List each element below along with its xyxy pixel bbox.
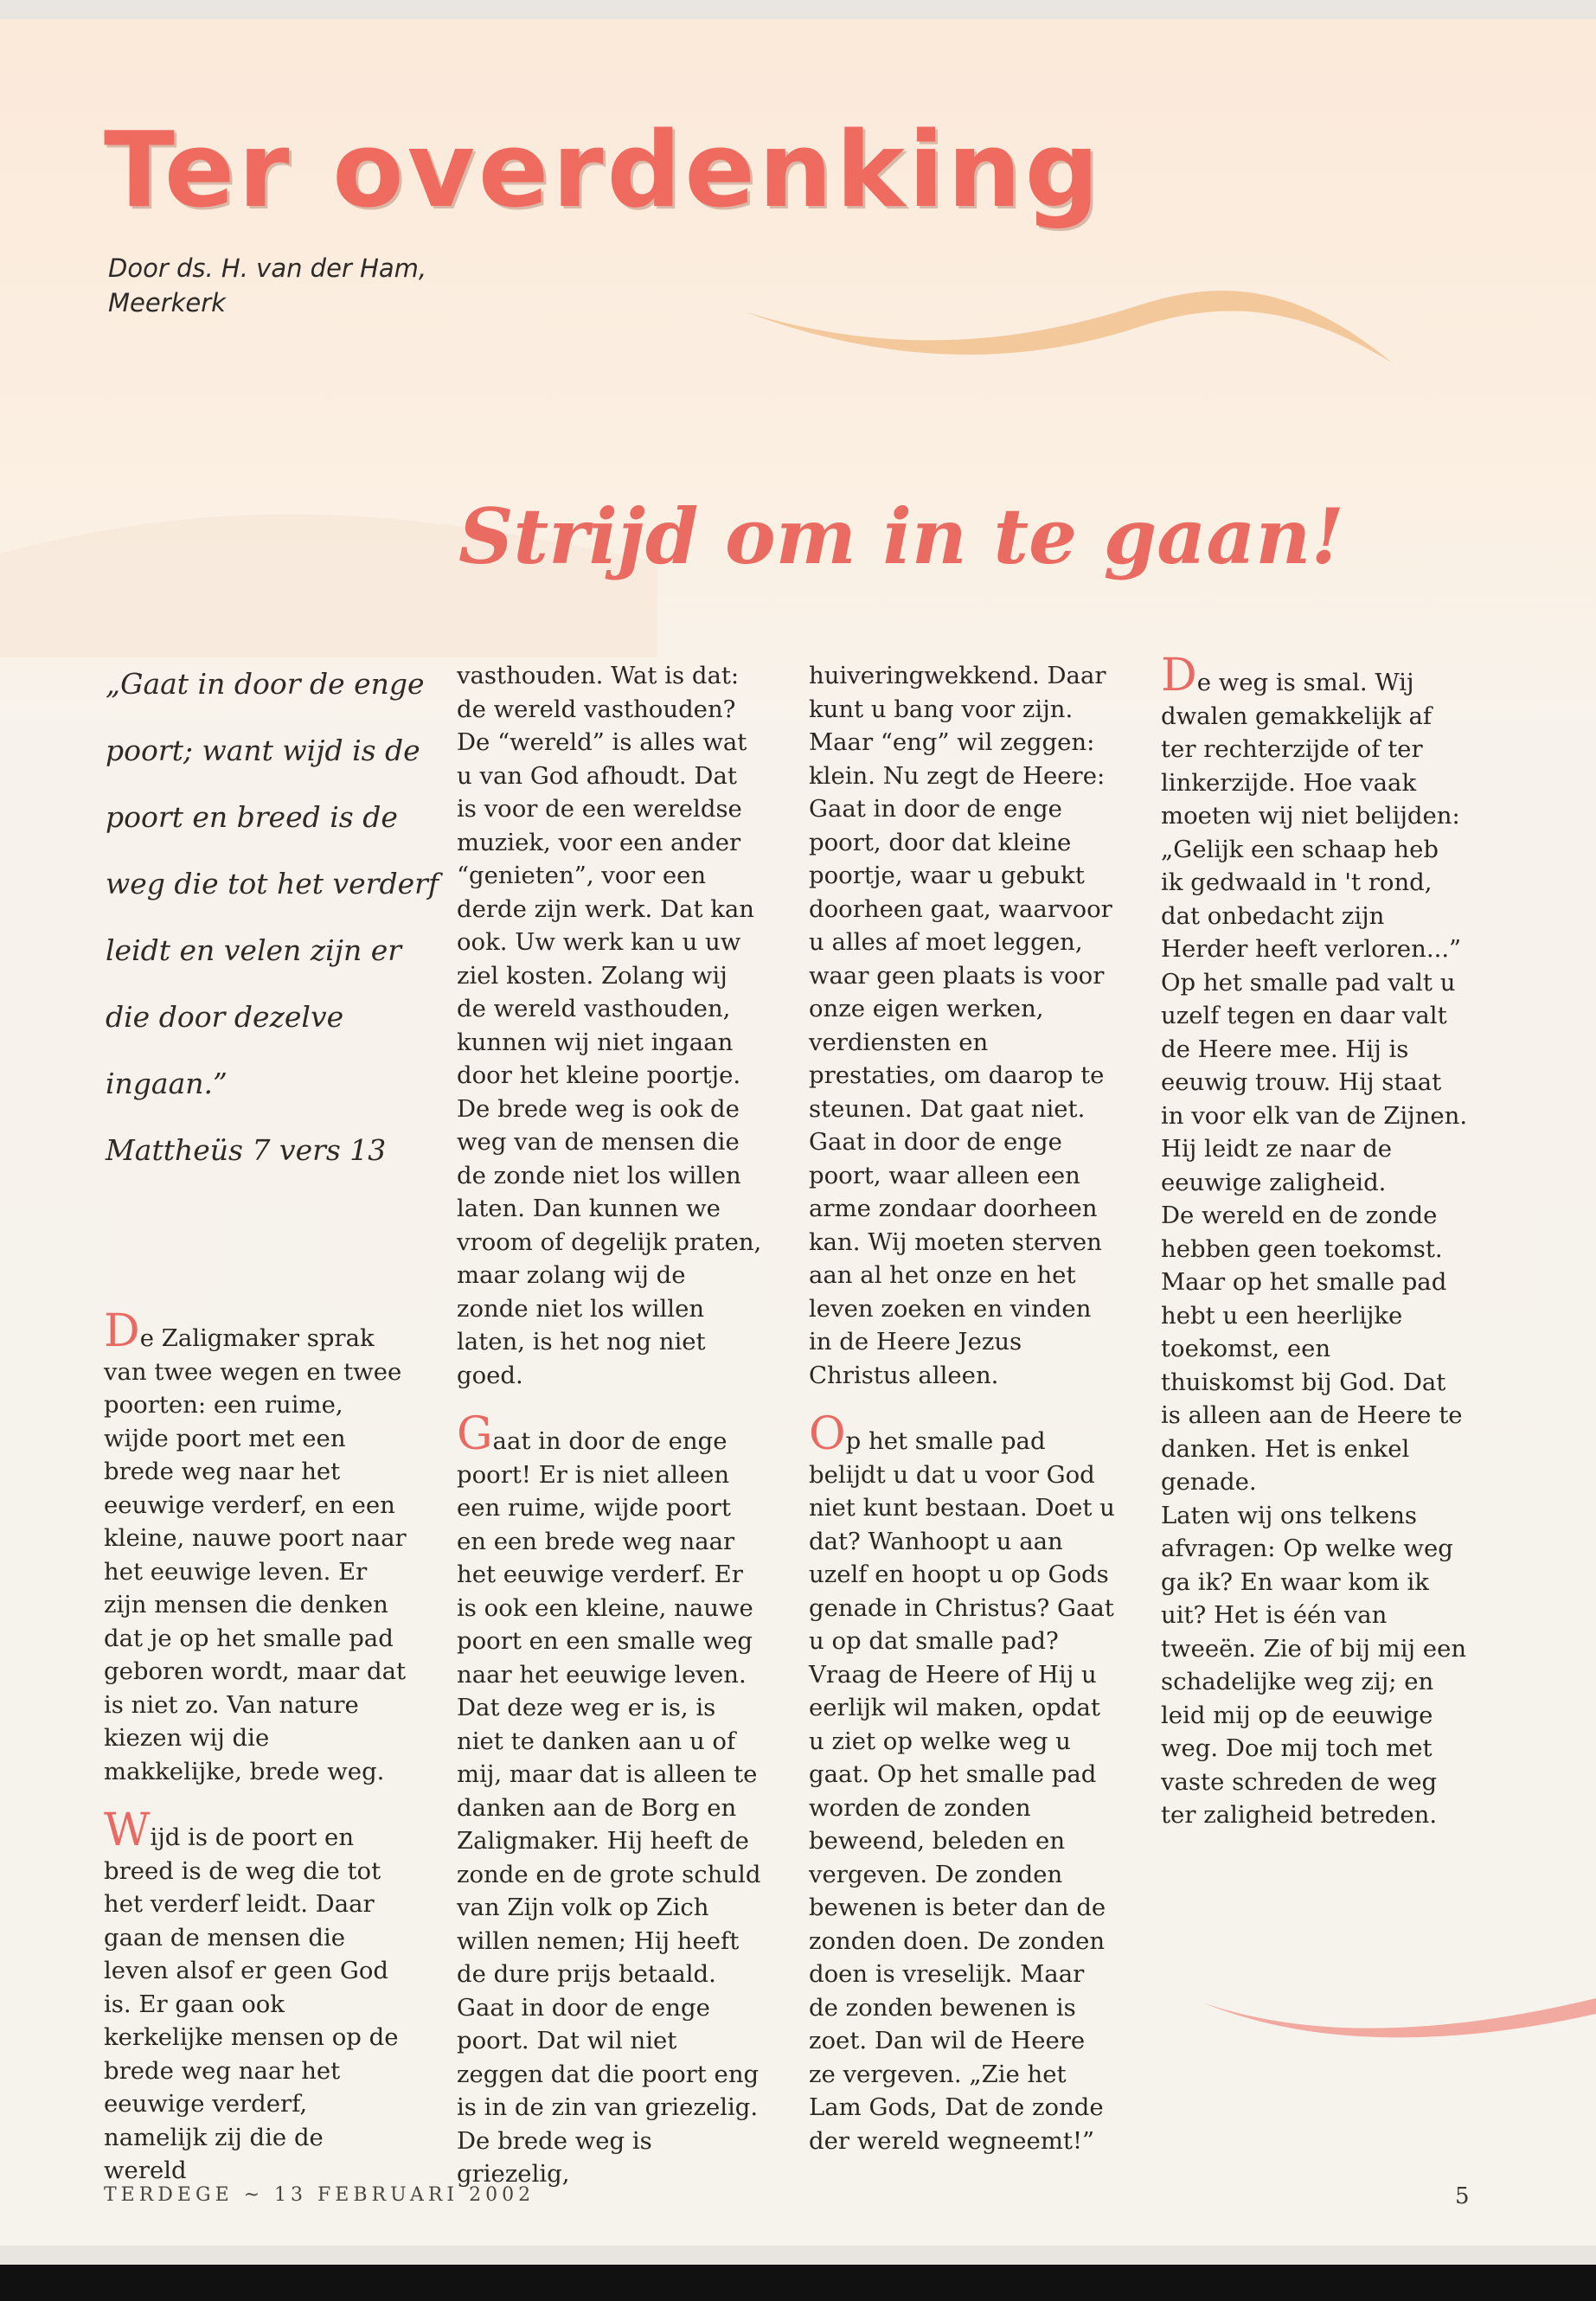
paragraph-text: p het smalle pad belijdt u dat u voor God niet kunt bestaan. Doet u dat? Wanhoopt u aan uzelf en hoopt u op Gods genade in Christus? Gaat u op dat smalle pad?	[809, 1427, 1115, 1655]
section-title: Ter overdenking	[104, 111, 1103, 231]
paragraph: vasthouden. Wat is dat: de wereld vasthouden? De “wereld” is alles wat u van God afhoudt. Dat is voor de een wereldse muziek, voor een ander “genieten”, voor een derde zijn werk. Dat kan ook. Uw werk kan u uw ziel kosten. Zolang wij de wereld vasthouden, kunnen wij niet ingaan door het kleine poortje.	[457, 662, 755, 1089]
paragraph-text: ijd is de poort en breed is de weg die tot het verderf leidt. Daar gaan de mensen die leven alsof er geen God is. Er gaan ook kerkelijke mensen op de brede weg naar het eeuwige verderf, namelijk zij die de wereld	[104, 1823, 399, 2184]
quote-line: ingaan.”	[106, 1067, 228, 1100]
paragraph	[457, 1408, 764, 1691]
paragraph: huiveringwekkend. Daar kunt u bang voor zijn. Maar “eng” wil zeggen: klein. Nu zegt de Heere: Gaat in door de enge poort, door dat kleine poortje, waar u gebukt doorheen gaat, waarvoor u alles af moet leggen, waar geen plaats is voor onze eigen werken, verdiensten en prestaties, om daarop te steunen. Dat gaat niet. Gaat in door de enge poort, waar alleen een arme zondaar doorheen kan. Wij moeten sterven aan al het onze en het leven zoeken en vinden in de Heere Jezus Christus alleen.	[809, 662, 1112, 1389]
drop-cap: O	[809, 1408, 846, 1460]
drop-cap: D	[104, 1305, 140, 1357]
paragraph	[809, 1408, 1116, 1658]
quote-line: leidt en velen zijn er	[106, 933, 402, 967]
drop-cap: G	[457, 1408, 493, 1460]
decorative-swirl-bottom	[1194, 1981, 1596, 2059]
paragraph: Gaat in door de enge poort. Dat wil niet zeggen dat die poort eng is in de zin van griezelig. De brede weg is griezelig,	[457, 1993, 760, 2188]
text-column-1	[104, 1305, 411, 2188]
paragraph	[104, 1804, 411, 2188]
page-number: 5	[1455, 2183, 1470, 2209]
author-line: Door ds. H. van der Ham,	[108, 253, 427, 283]
paragraph-text: e weg is smal. Wij dwalen gemakkelijk af ter rechterzijde of ter linkerzijde. Hoe vaak moeten wij niet belijden: „Gelijk een schaap heb ik gedwaald in 't rond, dat onbedacht zijn Herder heeft verloren...” Op het smalle pad valt u uzelf tegen en daar valt de Heere mee. Hij is eeuwig trouw. Hij staat in voor elk van de Zijnen. Hij leidt ze naar de eeuwige zaligheid.	[1161, 669, 1468, 1196]
drop-cap: W	[104, 1804, 151, 1856]
scan-bottom-edge	[0, 2246, 1596, 2265]
paragraph: Laten wij ons telkens afvragen: Op welke weg ga ik? En waar kom ik uit? Het is één van tweeën. Zie of bij mij een schadelijke weg zij; en leid mij op de eeuwige weg. Doe mij toch met vaste schreden de weg ter zaligheid betreden.	[1161, 1501, 1467, 1829]
quote-line: die door dezelve	[106, 1000, 344, 1034]
paragraph: De brede weg is ook de weg van de mensen die de zonde niet los willen laten. Dan kunnen we vroom of degelijk praten, maar zolang wij de zonde niet los willen laten, is het nog niet goed.	[457, 1094, 762, 1389]
quote-line: poort; want wijd is de	[106, 734, 420, 767]
quote-reference: Mattheüs 7 vers 13	[106, 1133, 387, 1167]
author-byline	[108, 251, 471, 320]
quote-line: weg die tot het verderf	[106, 867, 439, 901]
paragraph-text: aat in door de enge poort! Er is niet alleen een ruime, wijde poort en een brede weg naar het eeuwige verderf. Er is ook een kleine, nauwe poort en een smalle weg naar het eeuwige leven.	[457, 1427, 753, 1689]
publication-footer: TERDEGE ~ 13 FEBRUARI 2002	[104, 2184, 535, 2206]
paragraph	[1161, 650, 1468, 1199]
paragraph	[104, 1305, 411, 1788]
paragraph: Dat deze weg er is, is niet te danken aan u of mij, maar dat is alleen te danken aan de Borg en Zaligmaker. Hij heeft de zonde en de grote schuld van Zijn volk op Zich willen nemen; Hij heeft de dure prijs betaald.	[457, 1694, 761, 1988]
text-column-3	[809, 659, 1116, 2157]
author-location: Meerkerk	[108, 288, 226, 317]
paragraph-text: e Zaligmaker sprak van twee wegen en twee poorten: een ruime, wijde poort met een brede weg naar het eeuwige verderf, en een kleine, nauwe poort naar het eeuwige leven. Er zijn mensen die denken dat je op het smalle pad geboren wordt, maar dat is niet zo. Van nature kiezen wij die makkelijke, brede weg.	[104, 1324, 407, 1785]
quote-line: poort en breed is de	[106, 800, 398, 834]
text-column-2	[457, 659, 764, 2191]
article-headline: Strijd om in te gaan!	[458, 491, 1344, 581]
drop-cap: D	[1161, 650, 1197, 702]
text-column-4	[1161, 650, 1468, 1832]
bible-quote	[106, 651, 443, 1183]
paragraph: De wereld en de zonde hebben geen toekomst. Maar op het smalle pad hebt u een heerlijke toekomst, een thuiskomst bij God. Dat is alleen aan de Heere te danken. Het is enkel genade.	[1161, 1202, 1463, 1496]
quote-line: „Gaat in door de enge	[106, 667, 425, 701]
decorative-swirl-top	[727, 260, 1401, 381]
scan-black-border	[0, 2265, 1596, 2301]
paragraph: Vraag de Heere of Hij u eerlijk wil maken, opdat u ziet op welke weg u gaat. Op het smalle pad worden de zonden beweend, beleden en vergeven. De zonden bewenen is beter dan de zonden doen. De zonden doen is vreselijk. Maar de zonden bewenen is zoet. Dan wil de Heere ze vergeven. „Zie het Lam Gods, Dat de zonde der wereld wegneemt!”	[809, 1660, 1106, 2155]
